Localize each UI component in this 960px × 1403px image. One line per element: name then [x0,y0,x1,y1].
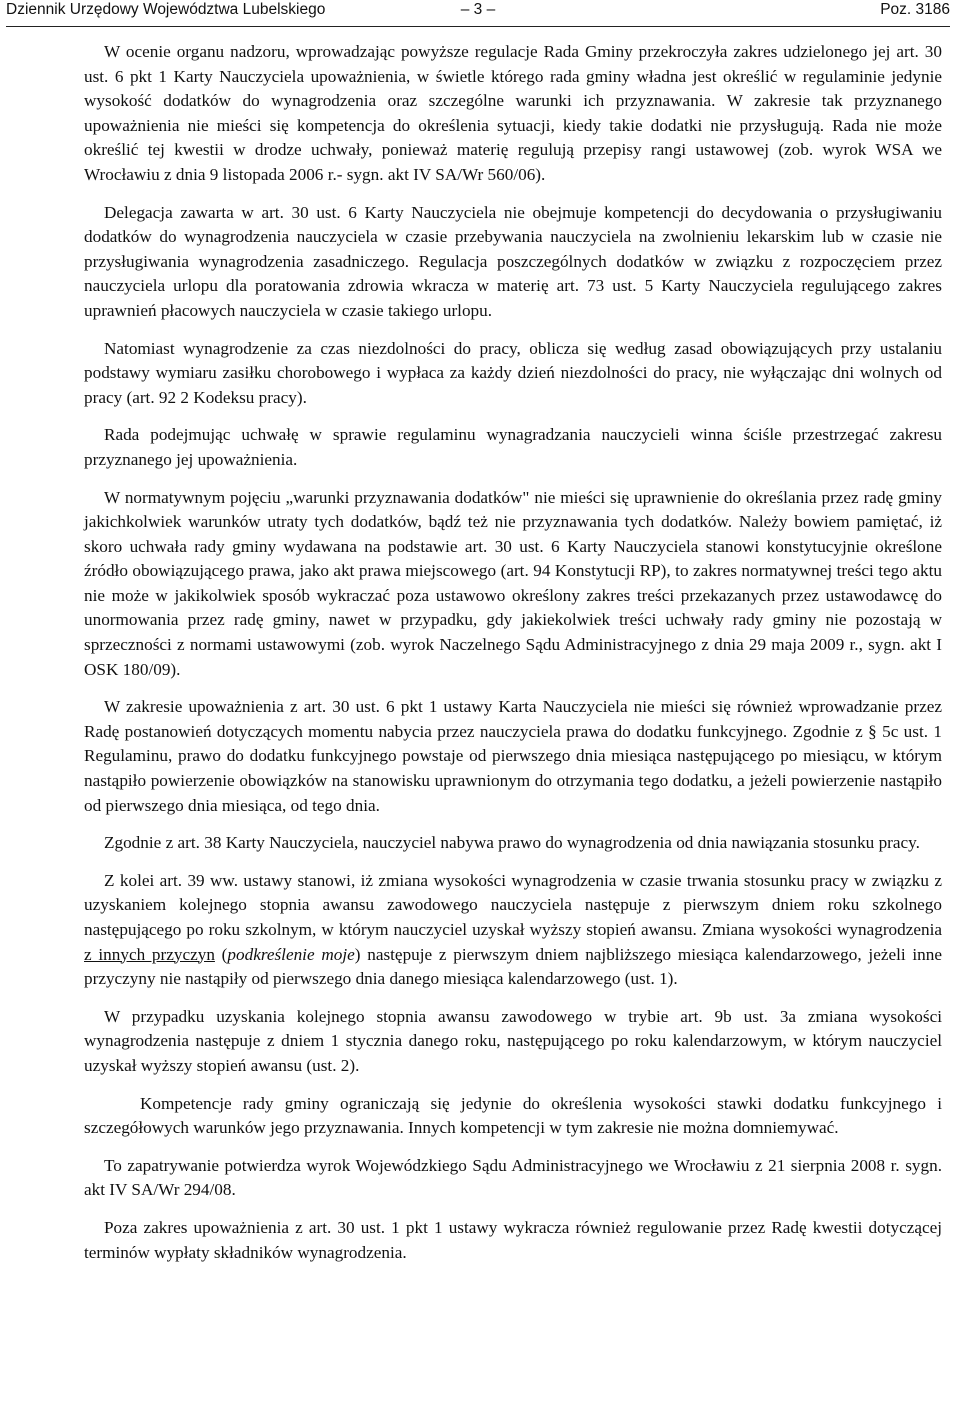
paragraph: Poza zakres upoważnienia z art. 30 ust. 1 pkt 1 ustawy wykracza również regulowanie przez Radę kwestii dotyczącej terminów wypłaty składników wynagrodzenia. [84,1217,942,1262]
paragraph: W ocenie organu nadzoru, wprowadzając powyższe regulacje Rada Gminy przekroczyła zakres udzielonego jej art. 30 ust. 6 pkt 1 Karty Nauczyciela upoważnienia, w świetle którego rada gminy władna jest określić w regulaminie jedynie wysokość dodatków do wynagrodzenia oraz szczególne warunki ich przyznawania. W zakresie tak przyznanego upoważnienia nie mieści się kompetencja do określenia sytuacji, kiedy takie dodatki nie przysługują. Rada nie może określić tej kwestii w drodze uchwały, ponieważ materię regulują przepisy rangi ustawowej (zob. wyrok WSA we Wrocławiu z dnia 9 listopada 2006 r.- sygn. akt IV SA/Wr 560/06). [84,42,942,184]
italic-note: podkreślenie moje [227,944,355,964]
paragraph: Delegacja zawarta w art. 30 ust. 6 Karty Nauczyciela nie obejmuje kompetencji do decydowania o przysługiwaniu dodatków do wynagrodzenia nauczyciela w czasie przebywania nauczyciela na zwolnieniu lekarskim lub w czasie nie przysługiwania wynagrodzenia zasadniczego. Regulacja poszczególnych dodatków w związku z rozpoczęciem przez nauczyciela urlopu dla poratowania zdrowia wkracza w materię art. 73 ust. 5 Karty Nauczyciela regulującego zakres uprawnień płacowych nauczyciela w czasie takiego urlopu. [84,202,942,320]
paragraph: Zgodnie z art. 38 Karty Nauczyciela, nauczyciel nabywa prawo do wynagrodzenia od dnia nawiązania stosunku pracy. [104,833,920,853]
paragraph: To zapatrywanie potwierdza wyrok Wojewódzkiego Sądu Administracyjnego we Wrocławiu z 21 sierpnia 2008 r. sygn. akt IV SA/Wr 294/08. [84,1155,942,1200]
paragraph: W normatywnym pojęciu „warunki przyznawania dodatków" nie mieści się uprawnienie do określania przez radę gminy jakichkolwiek warunków utraty tych dodatków, bądź też nie przyznawania tych dodatków. Należy bowiem pamiętać, iż skoro uchwała rady gminy wydawana na podstawie art. 30 ust. 6 Karty Nauczyciela stanowi konstytucyjnie określone źródło obowiązującego prawa, jako akt prawa miejscowego (art. 94 Konstytucji RP), to zakres normatywnej treści tego aktu nie może w jakikolwiek sposób wykraczać poza ustawowo określony zakres treści przekazanych przez ustawodawcę do unormowania przez radę gminy, nawet w przypadku, gdy jakiekolwiek treści uchwały rady gminy nie pozostają w sprzeczności z normami ustawowymi (zob. wyrok Naczelnego Sądu Administracyjnego z dnia 29 maja 2009 r., sygn. akt I OSK 180/09). [84,487,942,679]
paragraph: Natomiast wynagrodzenie za czas niezdolności do pracy, oblicza się według zasad obowiązujących przy ustalaniu podstawy wymiaru zasiłku chorobowego i wypłaca za każdy dzień niezdolności do pracy, nie wyłączając dni wolnych od pracy (art. 92 2 Kodeksu pracy). [84,338,942,407]
paragraph-text: ) następuje z pierwszym dniem najbliższego miesiąca kalendarzowego, jeżeli inne przyczyny nie nastąpiły od pierwszego dnia danego miesiąca kalendarzowego (ust. 1). [84,944,942,989]
underlined-phrase: z innych przyczyn [84,944,215,964]
paragraph: Rada podejmując uchwałę w sprawie regulaminu wynagradzania nauczycieli winna ściśle przestrzegać zakresu przyznanego jej upoważnienia. [84,425,942,469]
paragraph-text: ( [214,944,228,964]
paragraph: W przypadku uzyskania kolejnego stopnia awansu zawodowego w trybie art. 9b ust. 3a zmiana wysokości wynagrodzenia następuje z dniem 1 stycznia danego roku, następującego po roku kalendarzowym, w którym nauczyciel uzyskał wyższy stopień awansu (ust. 2). [84,1006,942,1075]
paragraph-with-emphasis [84,869,942,992]
paragraph-text: Z kolei art. 39 ww. ustawy stanowi, iż zmiana wysokości wynagrodzenia w czasie trwania stosunku pracy w związku z uzyskaniem kolejnego stopnia awansu zawodowego nauczyciela następuje z pierwszym dniem roku szkolnego następującego po roku szkolnym, w którym nauczyciel uzyskał wyższy stopień awansu. Zmiana wysokości wynagrodzenia [84,870,942,939]
journal-title: Dziennik Urzędowy Województwa Lubelskiego [6,1,326,18]
paragraph: Kompetencje rady gminy ograniczają się jedynie do określenia wysokości stawki dodatku funkcyjnego i szczegółowych warunków jego przyznawania. Innych kompetencji w tym zakresie nie można domniemywać. [84,1093,942,1138]
page-number: – 3 – [460,1,496,18]
paragraph: W zakresie upoważnienia z art. 30 ust. 6 pkt 1 ustawy Karta Nauczyciela nie mieści się również wprowadzanie przez Radę postanowień dotyczących momentu nabycia przez nauczyciela prawa do dodatku funkcyjnego. Zgodnie z § 5c ust. 1 Regulaminu, prawo do dodatku funkcyjnego powstaje od pierwszego dnia miesiąca następującego po miesiącu, w którym nastąpiło powierzenie obowiązków na stanowisku uprawnionym do otrzymania tego dodatku, a jeżeli powierzenie nastąpiło od pierwszego dnia miesiąca, od tego dnia. [84,697,942,815]
page-header [6,0,950,27]
position-number: Poz. 3186 [880,1,950,18]
document-body [84,40,942,1278]
